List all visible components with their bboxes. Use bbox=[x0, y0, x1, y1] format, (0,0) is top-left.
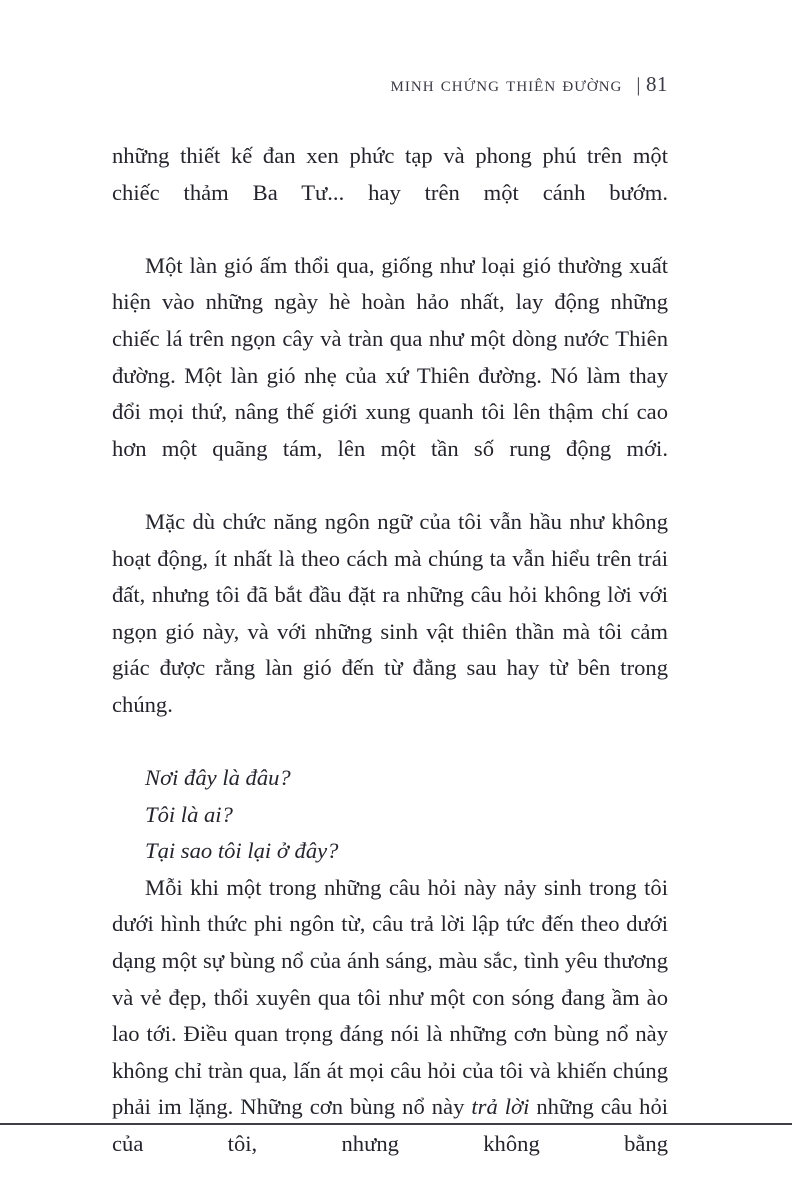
question-where-am-i: Nơi đây là đâu? bbox=[145, 765, 291, 791]
paragraph-breeze: Một làn gió ấm thổi qua, giống như loại gió thường xuất hiện vào những ngày hè hoàn hảo nhất, lay động những chiếc lá trên ngọn cây và tràn qua như một dòng nước Thiên đường. Một làn gió nhẹ của xứ Thiên đường. Nó làm thay đổi mọi thứ, nâng thế giới xung quanh tôi lên thậm chí cao hơn một quãng tám, lên một tần số rung động mới. bbox=[112, 252, 668, 461]
question-who-am-i: Tôi là ai? bbox=[145, 801, 233, 827]
paragraph-language: Mặc dù chức năng ngôn ngữ của tôi vẫn hầu như không hoạt động, ít nhất là theo cách mà chúng ta vẫn hiểu trên trái đất, nhưng tôi đã bắt đầu đặt ra những câu hỏi không lời với ngọn gió này, và với những sinh vật thiên thần mà tôi cảm giác được rằng làn gió đến từ đằng sau hay từ bên trong chúng. bbox=[112, 508, 668, 717]
page-number: 81 bbox=[646, 72, 668, 96]
book-title: minh chứng thiên đường bbox=[390, 72, 623, 96]
paragraph-answers-part1: Mỗi khi một trong những câu hỏi này nảy sinh trong tôi dưới hình thức phi ngôn từ, câu trả lời lập tức đến theo dưới dạng một sự bùng nổ của ánh sáng, màu sắc, tình yêu thương và vẻ đẹp, thổi xuyên qua tôi như một con sóng đang ầm ào lao tới. Điều quan trọng đáng nói là những cơn bùng nổ này không chỉ tràn qua, lấn át mọi câu hỏi của tôi và khiến chúng phải im lặng. Những cơn bùng nổ này bbox=[112, 874, 668, 1120]
paragraph-continuation: những thiết kế đan xen phức tạp và phong phú trên một chiếc thảm Ba Tư... hay trên một cánh bướm. bbox=[112, 143, 668, 205]
question-why-am-i-here: Tại sao tôi lại ở đây? bbox=[145, 838, 339, 864]
emphasis-tra-loi: trả lời bbox=[471, 1094, 530, 1120]
paragraph-answers bbox=[112, 870, 668, 1199]
running-head-separator: | bbox=[636, 74, 641, 96]
text-column bbox=[112, 138, 668, 1199]
running-head bbox=[112, 74, 668, 95]
paragraph-answers-part2: những câu hỏi của tôi, nhưng không bằng bbox=[112, 1094, 669, 1157]
